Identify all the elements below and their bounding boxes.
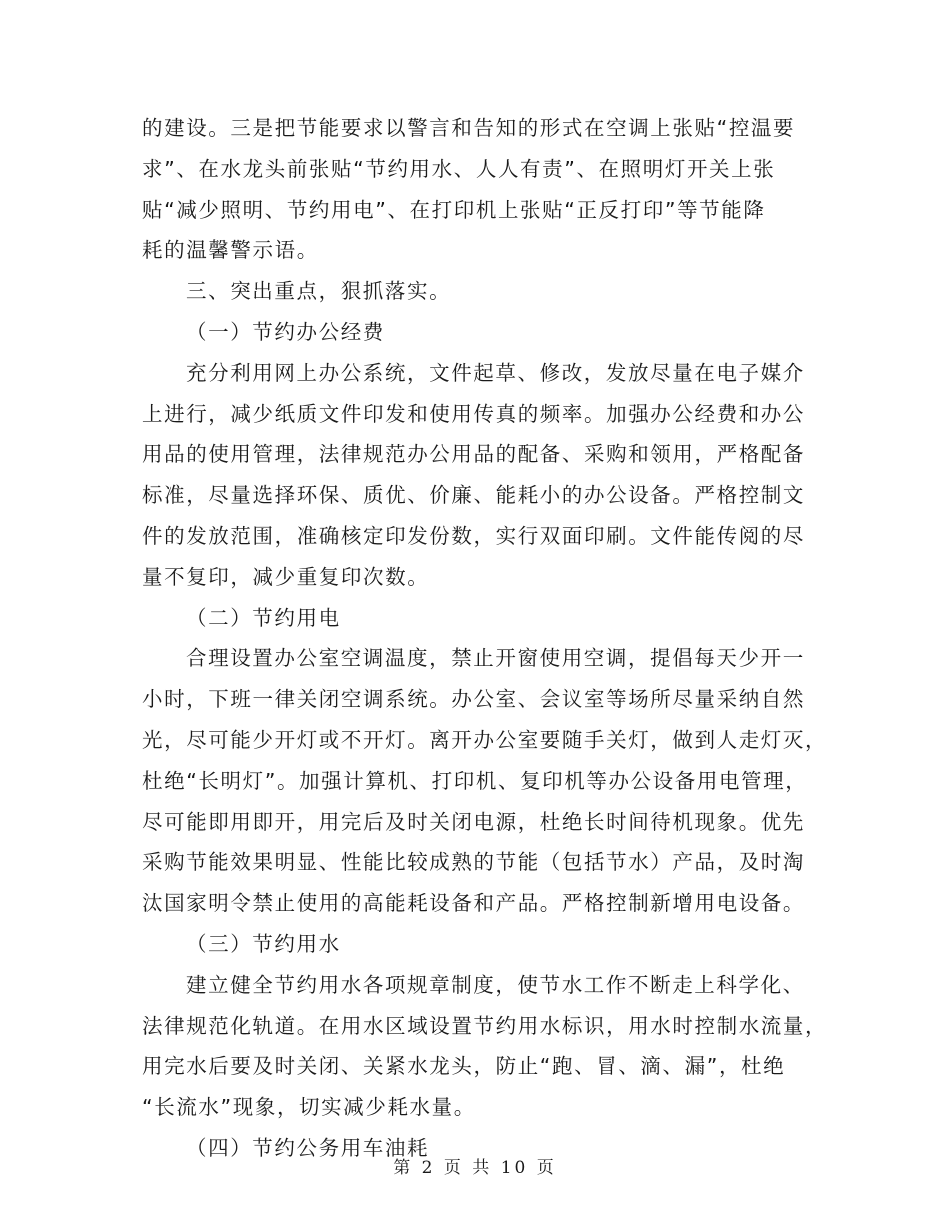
text-line: 合理设置办公室空调温度，禁止开窗使用空调，提倡每天少开一: [186, 646, 805, 671]
text-line: 的建设。三是把节能要求以警言和告知的形式在空调上张贴“控温要: [142, 116, 796, 140]
subsection-heading: （三）节约用水: [186, 931, 341, 956]
text-line: 贴“减少照明、节约用电”、在打印机上张贴“正反打印”等节能降: [142, 197, 766, 222]
text-line: “长流水”现象，切实减少耗水量。: [142, 1095, 476, 1120]
subsection-heading: （一）节约办公经费: [186, 319, 385, 344]
text-line: 上进行，减少纸质文件印发和使用传真的频率。加强办公经费和办公: [142, 401, 805, 426]
text-line: 小时，下班一律关闭空调系统。办公室、会议室等场所尽量采纳自然: [142, 687, 805, 712]
text-line: 采购节能效果明显、性能比较成熟的节能（包括节水）产品，及时淘: [142, 850, 805, 875]
section-heading: 三、突出重点，狠抓落实。: [186, 279, 452, 304]
subsection-heading: （二）节约用电: [186, 605, 341, 630]
text-line: 用完水后要及时关闭、关紧水龙头，防止“跑、冒、滴、漏”，杜绝: [142, 1054, 786, 1079]
text-line: 标准，尽量选择环保、质优、价廉、能耗小的办公设备。严格控制文: [142, 483, 805, 508]
text-line: 杜绝“长明灯”。加强计算机、打印机、复印机等办公设备用电管理，: [142, 768, 808, 793]
subsection-heading: （四）节约公务用车油耗: [186, 1135, 430, 1160]
text-line: 耗的温馨警示语。: [142, 238, 319, 263]
text-line: 尽可能即用即开，用完后及时关闭电源，杜绝长时间待机现象。优先: [142, 809, 805, 834]
text-line: 光，尽可能少开灯或不开灯。离开办公室要随手关灯，做到人走灯灭，: [142, 727, 828, 752]
text-line: 汰国家明令禁止使用的高能耗设备和产品。严格控制新增用电设备。: [142, 891, 805, 916]
text-line: 建立健全节约用水各项规章制度，使节水工作不断走上科学化、: [186, 972, 805, 997]
document-body: [142, 108, 828, 1169]
text-line: 量不复印，减少重复印次数。: [142, 564, 430, 589]
page-number-footer: 第 2 页 共 10 页: [393, 1158, 557, 1178]
text-line: 求”、在水龙头前张贴“节约用水、人人有责”、在照明灯开关上张: [142, 156, 776, 181]
text-line: 充分利用网上办公系统，文件起草、修改，发放尽量在电子媒介: [186, 360, 805, 385]
text-line: 法律规范化轨道。在用水区域设置节约用水标识，用水时控制水流量，: [142, 1013, 828, 1038]
text-line: 用品的使用管理，法律规范办公用品的配备、采购和领用，严格配备: [142, 442, 805, 467]
text-line: 件的发放范围，准确核定印发份数，实行双面印刷。文件能传阅的尽: [142, 523, 805, 548]
